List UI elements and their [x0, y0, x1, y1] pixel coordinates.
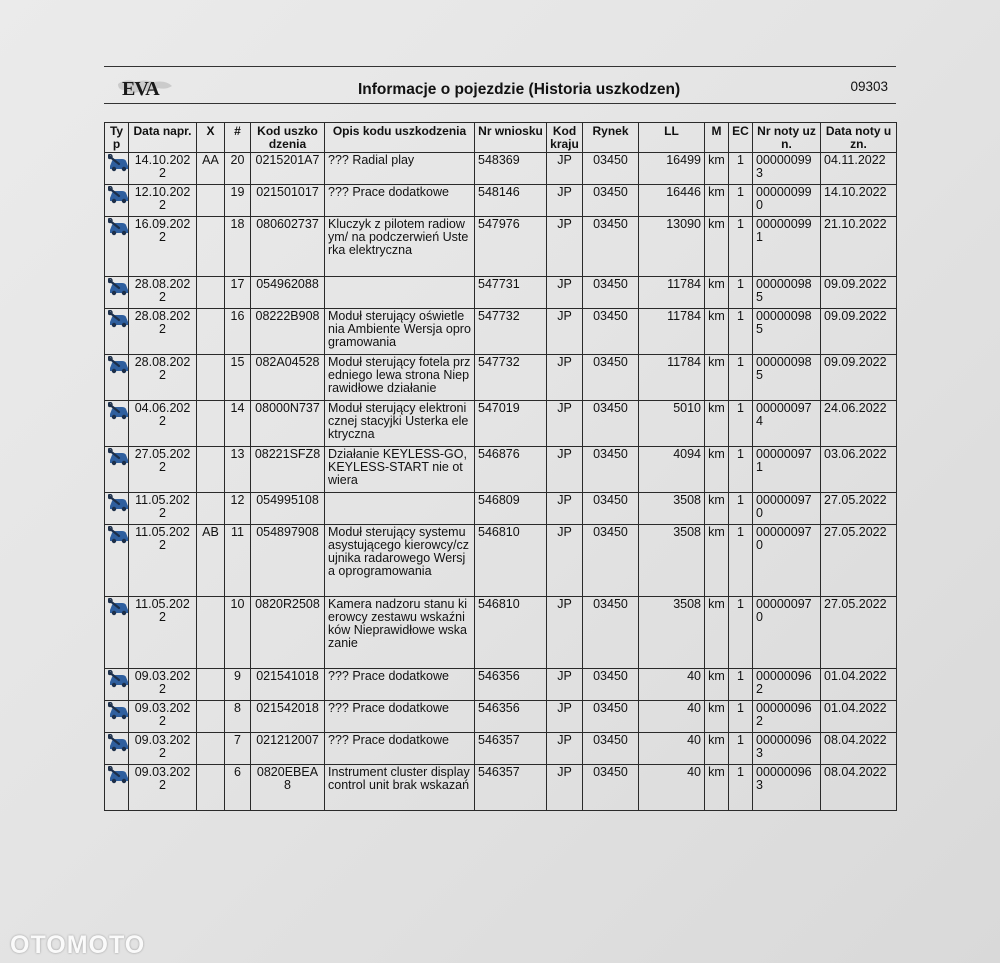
mileage-unit: km — [705, 447, 729, 493]
entry-date: 09.03.2022 — [129, 733, 197, 765]
entry-date: 12.10.2022 — [129, 185, 197, 217]
car-repair-icon — [108, 677, 129, 691]
note-date: 08.04.2022 — [821, 765, 897, 811]
country-code: JP — [547, 277, 583, 309]
ec-value: 1 — [729, 765, 753, 811]
damage-code: 0215201A7 — [251, 153, 325, 185]
header-rule-bottom — [104, 103, 896, 104]
entry-number: 7 — [225, 733, 251, 765]
entry-number: 12 — [225, 493, 251, 525]
mileage-value: 16446 — [639, 185, 705, 217]
header-rule-top — [104, 66, 896, 67]
row-type-cell — [105, 597, 129, 669]
note-number: 000000970 — [753, 525, 821, 597]
mileage-value: 3508 — [639, 525, 705, 597]
country-code: JP — [547, 447, 583, 493]
note-number: 000000971 — [753, 447, 821, 493]
damage-code: 080602737 — [251, 217, 325, 277]
car-repair-icon — [108, 409, 129, 423]
mileage-unit: km — [705, 765, 729, 811]
mileage-value: 40 — [639, 669, 705, 701]
car-repair-icon — [108, 455, 129, 469]
country-code: JP — [547, 401, 583, 447]
damage-code: 0820EBEA8 — [251, 765, 325, 811]
mileage-value: 11784 — [639, 309, 705, 355]
note-date: 09.09.2022 — [821, 277, 897, 309]
country-code: JP — [547, 153, 583, 185]
x-flag — [197, 355, 225, 401]
x-flag — [197, 733, 225, 765]
x-flag — [197, 669, 225, 701]
table-row — [105, 525, 897, 597]
market-code: 03450 — [583, 401, 639, 447]
table-row — [105, 153, 897, 185]
car-repair-icon — [108, 363, 129, 377]
request-number: 546357 — [475, 765, 547, 811]
note-number: 000000970 — [753, 597, 821, 669]
column-header: # — [225, 123, 251, 153]
x-flag: AB — [197, 525, 225, 597]
x-flag — [197, 277, 225, 309]
entry-number: 10 — [225, 597, 251, 669]
row-type-cell — [105, 153, 129, 185]
note-number: 000000974 — [753, 401, 821, 447]
x-flag — [197, 447, 225, 493]
mileage-unit: km — [705, 277, 729, 309]
x-flag: AA — [197, 153, 225, 185]
entry-date: 11.05.2022 — [129, 525, 197, 597]
row-type-cell — [105, 277, 129, 309]
ec-value: 1 — [729, 733, 753, 765]
note-date: 01.04.2022 — [821, 669, 897, 701]
document-sheet — [100, 66, 896, 836]
car-repair-icon — [108, 285, 129, 299]
mileage-value: 3508 — [639, 493, 705, 525]
request-number: 546357 — [475, 733, 547, 765]
ec-value: 1 — [729, 401, 753, 447]
table-row — [105, 765, 897, 811]
damage-description: Kluczyk z pilotem radiowym/ na podczerwień Usterka elektryczna — [325, 217, 475, 277]
damage-description: Instrument cluster display control unit brak wskazań — [325, 765, 475, 811]
entry-number: 11 — [225, 525, 251, 597]
entry-date: 27.05.2022 — [129, 447, 197, 493]
row-type-cell — [105, 217, 129, 277]
x-flag — [197, 401, 225, 447]
column-header: M — [705, 123, 729, 153]
row-type-cell — [105, 525, 129, 597]
entry-date: 04.06.2022 — [129, 401, 197, 447]
mileage-value: 16499 — [639, 153, 705, 185]
market-code: 03450 — [583, 733, 639, 765]
market-code: 03450 — [583, 277, 639, 309]
note-number: 000000985 — [753, 355, 821, 401]
entry-date: 28.08.2022 — [129, 277, 197, 309]
row-type-cell — [105, 701, 129, 733]
car-repair-icon — [108, 225, 129, 239]
mileage-value: 3508 — [639, 597, 705, 669]
mileage-value: 11784 — [639, 277, 705, 309]
car-repair-icon — [108, 193, 129, 207]
note-date: 14.10.2022 — [821, 185, 897, 217]
country-code: JP — [547, 493, 583, 525]
request-number: 546809 — [475, 493, 547, 525]
mileage-unit: km — [705, 355, 729, 401]
table-row — [105, 597, 897, 669]
column-header: Nr noty uzn. — [753, 123, 821, 153]
market-code: 03450 — [583, 525, 639, 597]
market-code: 03450 — [583, 669, 639, 701]
x-flag — [197, 597, 225, 669]
x-flag — [197, 493, 225, 525]
table-row — [105, 447, 897, 493]
table-header — [105, 123, 897, 153]
damage-code: 082A04528 — [251, 355, 325, 401]
x-flag — [197, 185, 225, 217]
note-date: 08.04.2022 — [821, 733, 897, 765]
table-row — [105, 217, 897, 277]
country-code: JP — [547, 217, 583, 277]
column-header: Kod uszkodzenia — [251, 123, 325, 153]
note-number: 000000963 — [753, 765, 821, 811]
market-code: 03450 — [583, 597, 639, 669]
damage-code: 021542018 — [251, 701, 325, 733]
ec-value: 1 — [729, 669, 753, 701]
note-date: 24.06.2022 — [821, 401, 897, 447]
row-type-cell — [105, 355, 129, 401]
entry-number: 8 — [225, 701, 251, 733]
entry-date: 09.03.2022 — [129, 765, 197, 811]
column-header: Data napr. — [129, 123, 197, 153]
document-code: 09303 — [850, 79, 888, 94]
request-number: 546810 — [475, 597, 547, 669]
damage-code: 054962088 — [251, 277, 325, 309]
eva-logo — [114, 76, 176, 102]
table-row — [105, 355, 897, 401]
note-number: 000000991 — [753, 217, 821, 277]
market-code: 03450 — [583, 765, 639, 811]
market-code: 03450 — [583, 185, 639, 217]
column-header: X — [197, 123, 225, 153]
column-header: Rynek — [583, 123, 639, 153]
mileage-unit: km — [705, 493, 729, 525]
ec-value: 1 — [729, 701, 753, 733]
request-number: 547976 — [475, 217, 547, 277]
damage-history-table — [104, 122, 897, 811]
logo-text: EVA — [122, 78, 159, 100]
car-repair-icon — [108, 533, 129, 547]
car-repair-icon — [108, 605, 129, 619]
damage-description: Moduł sterujący fotela przedniego lewa strona Nieprawidłowe działanie — [325, 355, 475, 401]
note-date: 27.05.2022 — [821, 525, 897, 597]
damage-description: Moduł sterujący oświetlenia Ambiente Wersja oprogramowania — [325, 309, 475, 355]
note-date: 09.09.2022 — [821, 355, 897, 401]
row-type-cell — [105, 401, 129, 447]
country-code: JP — [547, 669, 583, 701]
ec-value: 1 — [729, 309, 753, 355]
ec-value: 1 — [729, 217, 753, 277]
request-number: 547731 — [475, 277, 547, 309]
note-number: 000000993 — [753, 153, 821, 185]
table-row — [105, 277, 897, 309]
market-code: 03450 — [583, 493, 639, 525]
entry-number: 15 — [225, 355, 251, 401]
damage-description: Moduł sterujący elektronicznej stacyjki Usterka elektryczna — [325, 401, 475, 447]
table-row — [105, 493, 897, 525]
ec-value: 1 — [729, 525, 753, 597]
country-code: JP — [547, 525, 583, 597]
damage-description: Kamera nadzoru stanu kierowcy zestawu wskaźników Nieprawidłowe wskazanie — [325, 597, 475, 669]
note-date: 09.09.2022 — [821, 309, 897, 355]
car-repair-icon — [108, 773, 129, 787]
table-row — [105, 701, 897, 733]
note-number: 000000963 — [753, 733, 821, 765]
row-type-cell — [105, 493, 129, 525]
mileage-value: 40 — [639, 701, 705, 733]
ec-value: 1 — [729, 153, 753, 185]
damage-code: 08000N737 — [251, 401, 325, 447]
market-code: 03450 — [583, 355, 639, 401]
table-row — [105, 185, 897, 217]
column-header: Nr wniosku — [475, 123, 547, 153]
row-type-cell — [105, 185, 129, 217]
damage-code: 08221SFZ8 — [251, 447, 325, 493]
ec-value: 1 — [729, 355, 753, 401]
note-date: 03.06.2022 — [821, 447, 897, 493]
request-number: 546876 — [475, 447, 547, 493]
damage-code: 021541018 — [251, 669, 325, 701]
note-date: 27.05.2022 — [821, 493, 897, 525]
damage-code: 0820R2508 — [251, 597, 325, 669]
ec-value: 1 — [729, 447, 753, 493]
header-row — [105, 123, 897, 153]
mileage-unit: km — [705, 185, 729, 217]
request-number: 546356 — [475, 669, 547, 701]
note-date: 21.10.2022 — [821, 217, 897, 277]
damage-description: Moduł sterujący systemu asystującego kierowcy/czujnika radarowego Wersja oprogramowania — [325, 525, 475, 597]
row-type-cell — [105, 765, 129, 811]
x-flag — [197, 765, 225, 811]
country-code: JP — [547, 733, 583, 765]
entry-date: 09.03.2022 — [129, 701, 197, 733]
damage-description: ??? Prace dodatkowe — [325, 669, 475, 701]
car-repair-icon — [108, 741, 129, 755]
mileage-unit: km — [705, 733, 729, 765]
entry-number: 13 — [225, 447, 251, 493]
mileage-value: 11784 — [639, 355, 705, 401]
mileage-unit: km — [705, 217, 729, 277]
mileage-value: 40 — [639, 765, 705, 811]
column-header: EC — [729, 123, 753, 153]
market-code: 03450 — [583, 701, 639, 733]
row-type-cell — [105, 447, 129, 493]
entry-number: 6 — [225, 765, 251, 811]
damage-description: ??? Prace dodatkowe — [325, 733, 475, 765]
ec-value: 1 — [729, 597, 753, 669]
market-code: 03450 — [583, 447, 639, 493]
entry-number: 17 — [225, 277, 251, 309]
document-title: Informacje o pojezdzie (Historia uszkodzen) — [358, 81, 681, 98]
car-repair-icon — [108, 161, 129, 175]
mileage-unit: km — [705, 309, 729, 355]
table-row — [105, 309, 897, 355]
note-number: 000000970 — [753, 493, 821, 525]
mileage-value: 13090 — [639, 217, 705, 277]
country-code: JP — [547, 309, 583, 355]
damage-description: Działanie KEYLESS-GO, KEYLESS-START nie otwiera — [325, 447, 475, 493]
mileage-value: 40 — [639, 733, 705, 765]
car-repair-icon — [108, 317, 129, 331]
damage-description: ??? Prace dodatkowe — [325, 701, 475, 733]
row-type-cell — [105, 309, 129, 355]
mileage-unit: km — [705, 669, 729, 701]
car-repair-icon — [108, 709, 129, 723]
note-number: 000000962 — [753, 701, 821, 733]
entry-date: 11.05.2022 — [129, 493, 197, 525]
entry-number: 14 — [225, 401, 251, 447]
mileage-unit: km — [705, 597, 729, 669]
column-header: Data noty uzn. — [821, 123, 897, 153]
mileage-unit: km — [705, 401, 729, 447]
damage-code: 08222B908 — [251, 309, 325, 355]
market-code: 03450 — [583, 153, 639, 185]
country-code: JP — [547, 597, 583, 669]
country-code: JP — [547, 355, 583, 401]
request-number: 546810 — [475, 525, 547, 597]
entry-date: 28.08.2022 — [129, 355, 197, 401]
table-body — [105, 153, 897, 811]
row-type-cell — [105, 669, 129, 701]
country-code: JP — [547, 701, 583, 733]
column-header: Kod kraju — [547, 123, 583, 153]
note-number: 000000985 — [753, 309, 821, 355]
entry-number: 19 — [225, 185, 251, 217]
note-number: 000000990 — [753, 185, 821, 217]
otomoto-watermark: OTOMOTO — [10, 931, 146, 959]
request-number: 547732 — [475, 309, 547, 355]
damage-code: 054995108 — [251, 493, 325, 525]
entry-number: 16 — [225, 309, 251, 355]
column-header: LL — [639, 123, 705, 153]
note-date: 04.11.2022 — [821, 153, 897, 185]
entry-date: 11.05.2022 — [129, 597, 197, 669]
note-date: 01.04.2022 — [821, 701, 897, 733]
entry-date: 09.03.2022 — [129, 669, 197, 701]
column-header: Opis kodu uszkodzenia — [325, 123, 475, 153]
x-flag — [197, 309, 225, 355]
x-flag — [197, 701, 225, 733]
entry-number: 9 — [225, 669, 251, 701]
request-number: 546356 — [475, 701, 547, 733]
damage-code: 054897908 — [251, 525, 325, 597]
entry-number: 18 — [225, 217, 251, 277]
column-header: Typ — [105, 123, 129, 153]
mileage-unit: km — [705, 525, 729, 597]
row-type-cell — [105, 733, 129, 765]
damage-description — [325, 277, 475, 309]
market-code: 03450 — [583, 309, 639, 355]
ec-value: 1 — [729, 185, 753, 217]
mileage-unit: km — [705, 701, 729, 733]
entry-number: 20 — [225, 153, 251, 185]
request-number: 547019 — [475, 401, 547, 447]
request-number: 547732 — [475, 355, 547, 401]
request-number: 548369 — [475, 153, 547, 185]
damage-description — [325, 493, 475, 525]
table-row — [105, 401, 897, 447]
damage-code: 021501017 — [251, 185, 325, 217]
table-row — [105, 669, 897, 701]
x-flag — [197, 217, 225, 277]
damage-description: ??? Prace dodatkowe — [325, 185, 475, 217]
entry-date: 16.09.2022 — [129, 217, 197, 277]
mileage-value: 4094 — [639, 447, 705, 493]
country-code: JP — [547, 185, 583, 217]
market-code: 03450 — [583, 217, 639, 277]
mileage-unit: km — [705, 153, 729, 185]
damage-code: 021212007 — [251, 733, 325, 765]
entry-date: 28.08.2022 — [129, 309, 197, 355]
ec-value: 1 — [729, 277, 753, 309]
note-number: 000000985 — [753, 277, 821, 309]
ec-value: 1 — [729, 493, 753, 525]
car-repair-icon — [108, 501, 129, 515]
note-date: 27.05.2022 — [821, 597, 897, 669]
note-number: 000000962 — [753, 669, 821, 701]
mileage-value: 5010 — [639, 401, 705, 447]
request-number: 548146 — [475, 185, 547, 217]
country-code: JP — [547, 765, 583, 811]
table-row — [105, 733, 897, 765]
damage-description: ??? Radial play — [325, 153, 475, 185]
entry-date: 14.10.2022 — [129, 153, 197, 185]
